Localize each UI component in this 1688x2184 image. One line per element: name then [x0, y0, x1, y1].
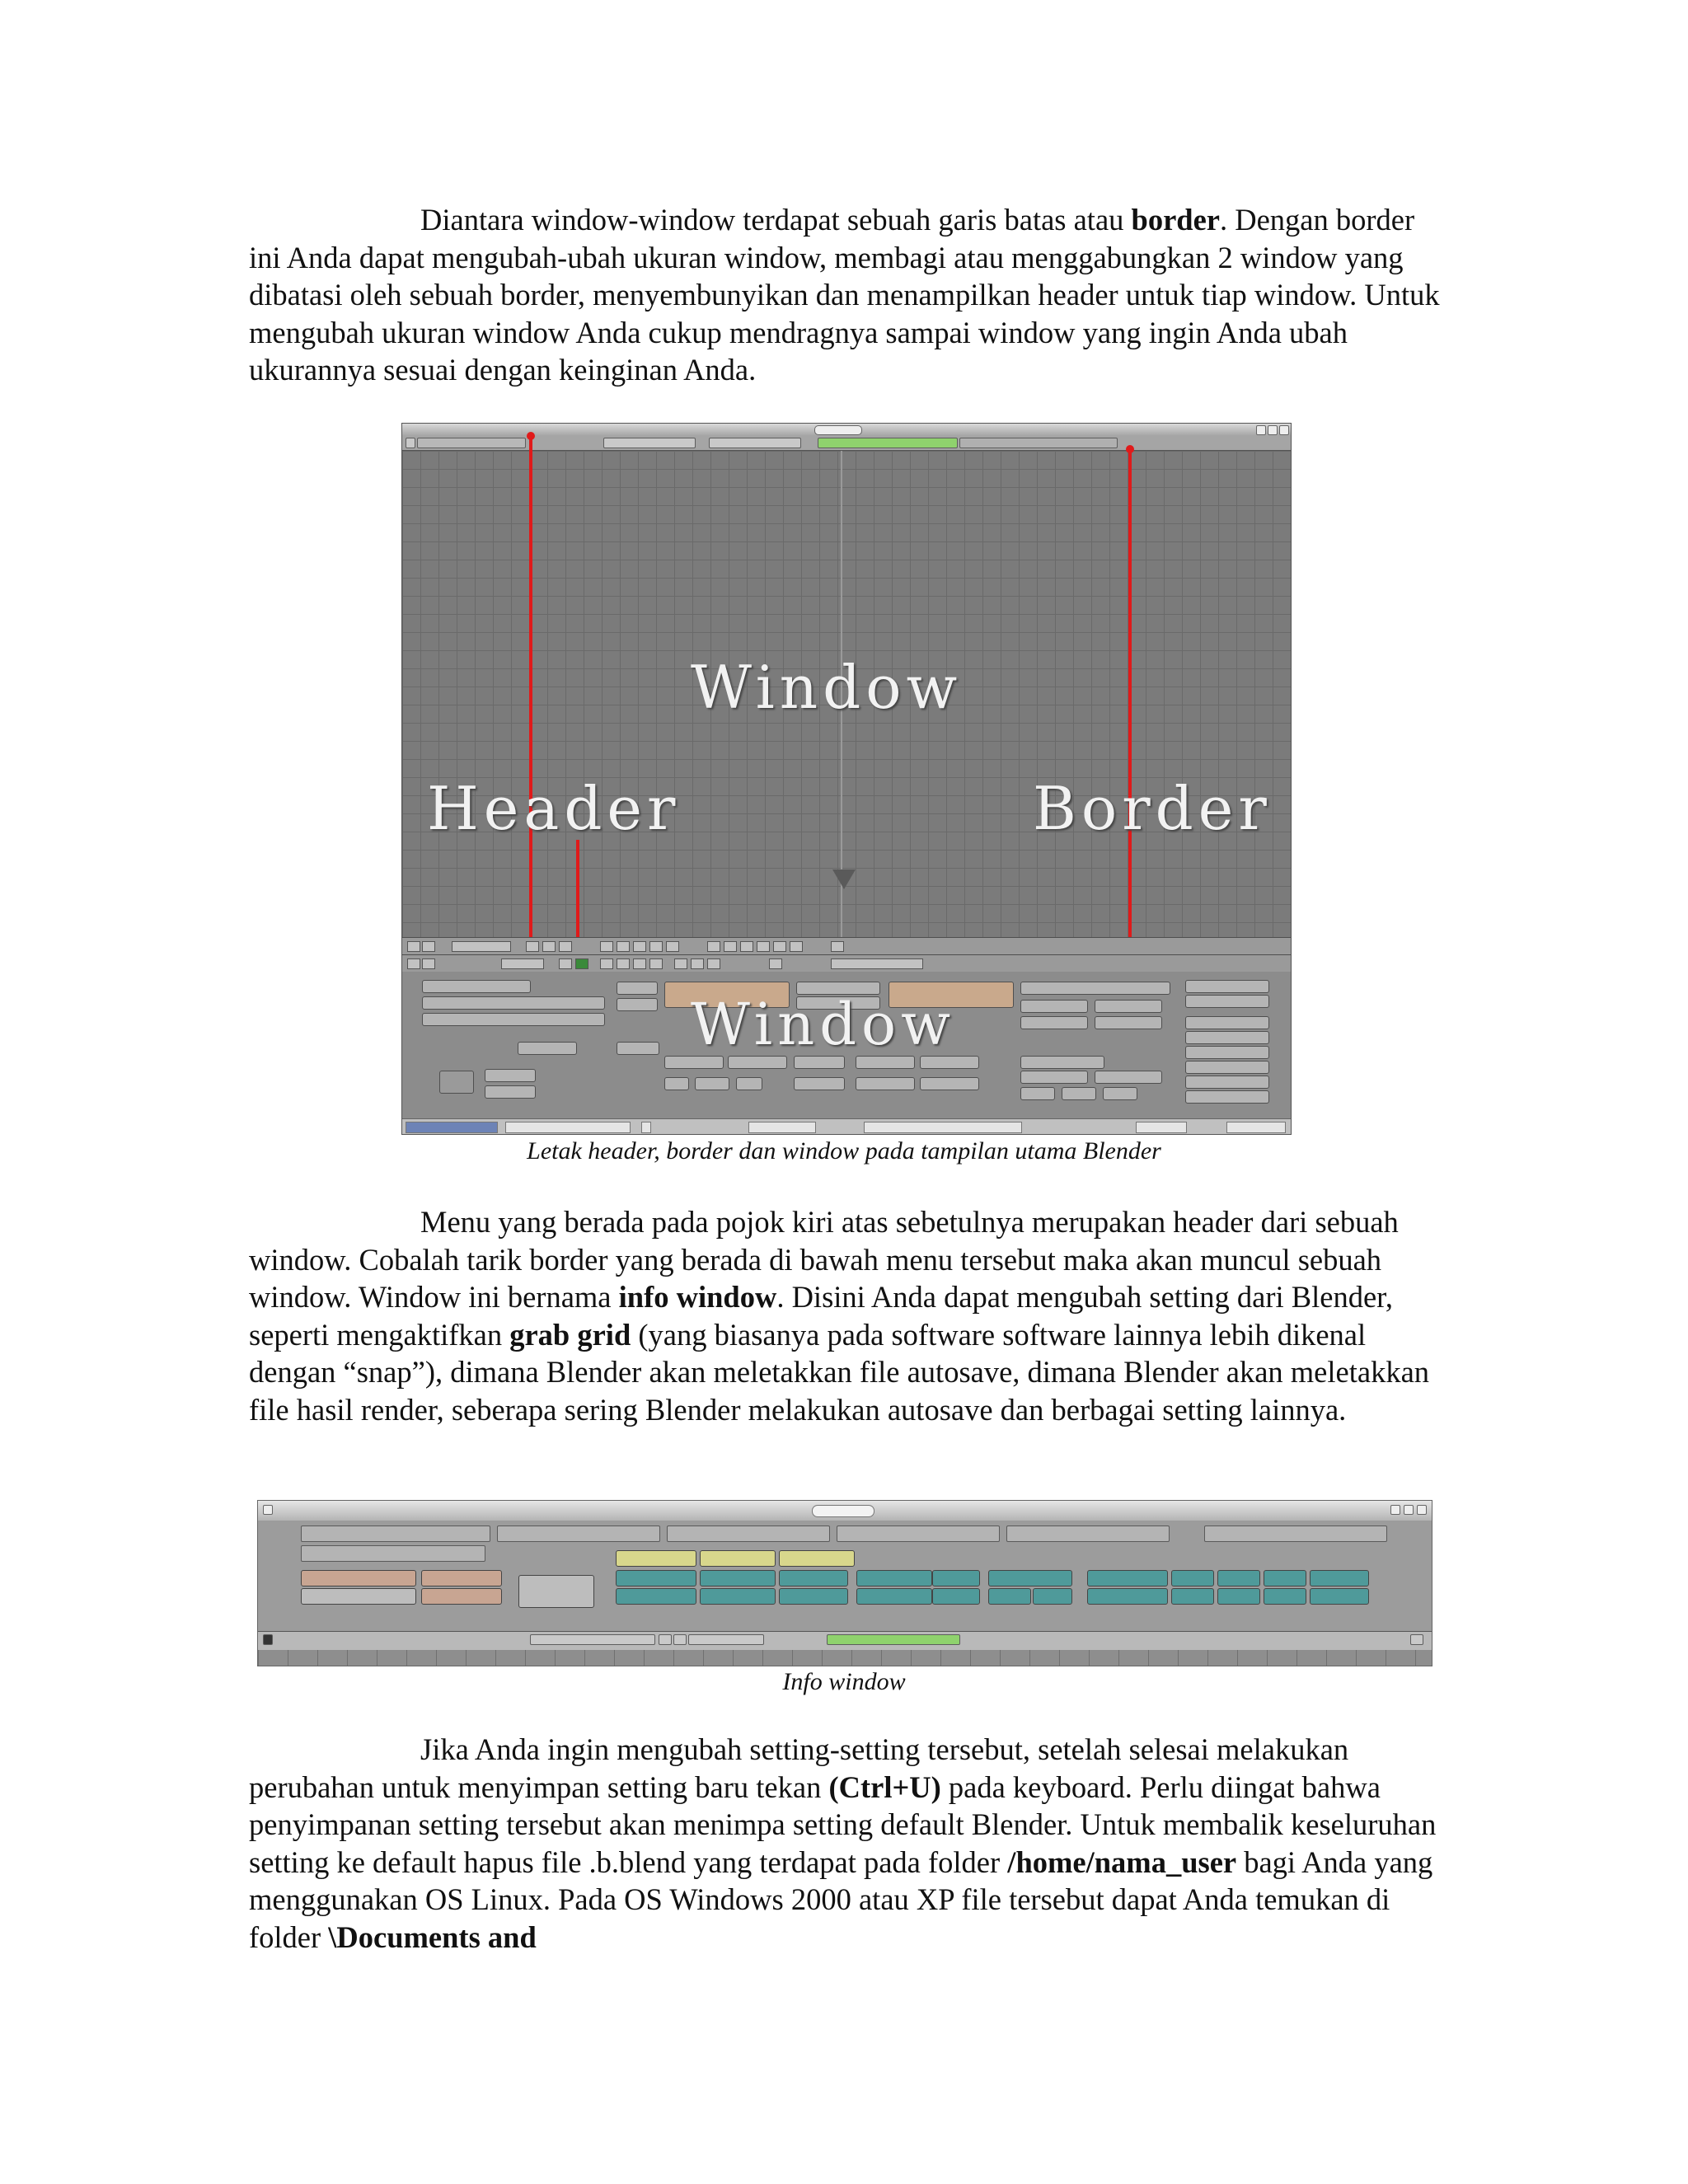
info-window-header: [258, 1631, 1432, 1651]
close-icon: [1279, 425, 1289, 435]
viewport-grid-strip: [258, 1650, 1432, 1666]
buttons-window-header: [402, 954, 1291, 972]
window-menu-icon: [263, 1505, 273, 1515]
label-window-top: Window: [691, 653, 963, 722]
title-pill: [812, 1505, 874, 1517]
border-pointer-line: [1128, 448, 1132, 959]
paragraph-border-intro: [249, 201, 1452, 389]
paragraph-save-settings: [249, 1731, 1452, 1956]
paragraph-text: pada keyboard. Perlu diingat bahwa penyimpanan setting tersebut akan menimpa setting default Blender. Untuk membalik keseluruhan setting ke default hapus file .b.blend yang terdapat pada folder: [249, 1769, 1437, 1879]
window-title-bar: [402, 424, 1291, 435]
bold-term-linux-path: /home/nama_user: [1007, 1844, 1237, 1879]
header-pointer-line-1: [529, 435, 532, 963]
maximize-icon: [1268, 425, 1278, 435]
label-border: Border: [1033, 774, 1272, 843]
label-header: Header: [427, 774, 681, 843]
paragraph-text: bagi Anda yang menggunakan OS Linux. Pada OS Windows 2000 atau XP file tersebut dapat Anda temukan di folder: [249, 1844, 1433, 1954]
paragraph-info-window: [249, 1203, 1452, 1428]
figure1-caption: Letak header, border dan window pada tampilan utama Blender: [527, 1137, 1161, 1165]
blender-main-screenshot: [401, 423, 1292, 1135]
info-window-screenshot: [257, 1500, 1432, 1666]
paragraph-text: . Disini Anda dapat mengubah setting dari Blender, seperti mengaktifkan: [249, 1280, 1393, 1352]
paragraph-text: Jika Anda ingin mengubah setting-setting tersebut, setelah selesai melakukan perubahan untuk menyimpan setting baru tekan: [249, 1732, 1349, 1804]
bold-term-grab-grid: grab grid: [509, 1317, 631, 1352]
paragraph-text: . Dengan border ini Anda dapat mengubah-ubah ukuran window, membagi atau menggabungkan 2 window yang dibatasi oleh sebuah border, menyembunyikan dan menampilkan header untuk tiap window. Untuk mengubah ukuran window Anda cukup mendragnya sampai window yang ingin Anda ubah ukurannya sesuai dengan keinginan Anda.: [249, 203, 1440, 387]
minimize-icon: [1256, 425, 1266, 435]
info-window-settings: [258, 1521, 1432, 1631]
paragraph-text: Menu yang berada pada pojok kiri atas sebetulnya merupakan header dari sebuah window. Cobalah tarik border yang berada di bawah menu tersebut maka akan muncul sebuah window. Window ini bernama: [249, 1205, 1399, 1314]
maximize-icon: [1404, 1505, 1414, 1515]
paragraph-text: Diantara window-window terdapat sebuah garis batas atau: [420, 203, 1132, 237]
bold-term-windows-path: \Documents and: [328, 1919, 537, 1954]
pointer-dot: [1126, 445, 1134, 453]
viewport-header-toolbar: [402, 937, 1291, 955]
window-title-bar: [258, 1501, 1432, 1521]
minimize-icon: [1390, 1505, 1400, 1515]
paragraph-text: (yang biasanya pada software software lainnya lebih dikenal dengan “snap”), dimana Blender akan meletakkan file autosave, dimana Blender akan meletakkan file hasil render, seberapa sering Blender melakukan autosave dan berbagai setting lainnya.: [249, 1317, 1430, 1427]
figure2-caption: Info window: [782, 1668, 906, 1695]
camera-triangle-icon: [832, 869, 856, 889]
bold-term-info-window: info window: [618, 1280, 777, 1314]
top-header-bar: [402, 435, 1291, 451]
pointer-dot: [527, 432, 535, 440]
label-window-bottom: Window: [691, 991, 956, 1058]
bold-term-border: border: [1131, 203, 1220, 237]
bold-term-shortcut: (Ctrl+U): [828, 1769, 941, 1804]
close-icon: [1417, 1505, 1427, 1515]
taskbar: [402, 1118, 1291, 1134]
title-pill: [814, 425, 862, 435]
